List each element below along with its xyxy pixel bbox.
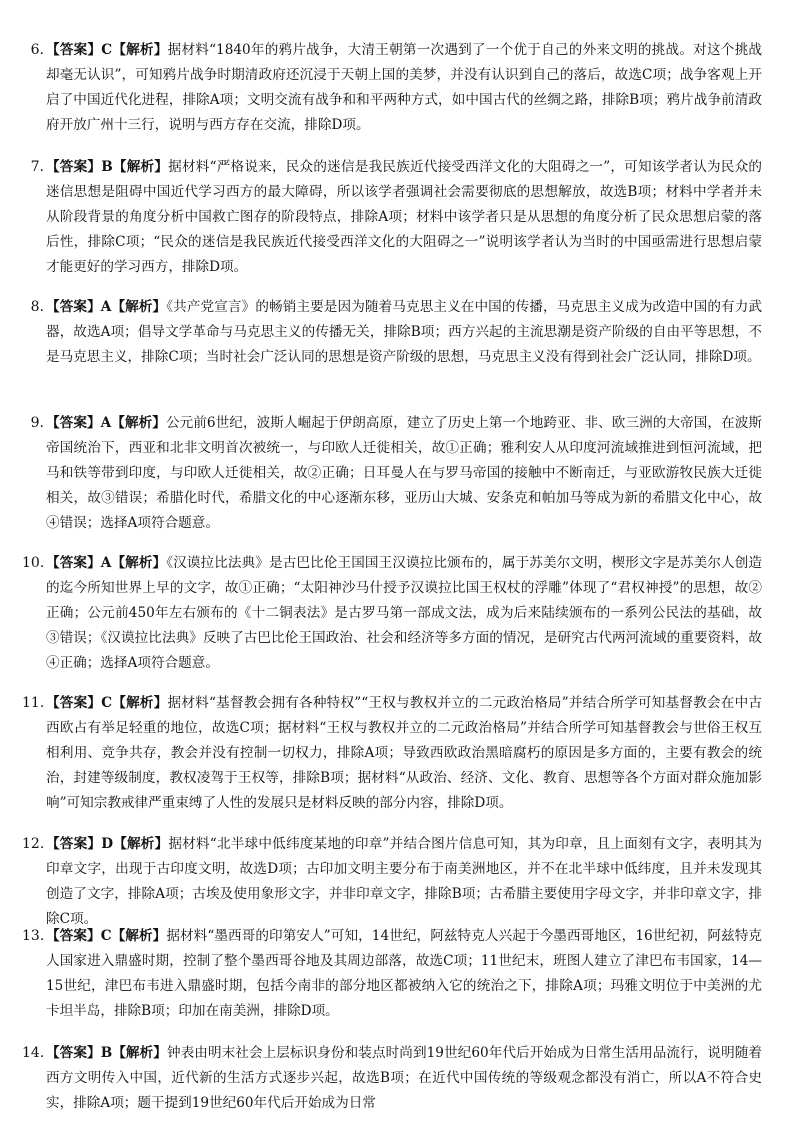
analysis-text: 公元前6世纪，波斯人崛起于伊朗高原，建立了历史上第一个地跨亚、非、欧三洲的大帝国，在波斯帝国统治下，西亚和北非文明首次被统一，与印欧人迁徙相关，故①正确；雅利安人从印度河流域推进到恒河流域，把马和铁等带到印度，与印欧人迁徙相关，故②正确；日耳曼人在与罗马帝国的接触中不断南迁，与亚欧游牧民族大迁徙相关，故③错误；希腊化时代，希腊文化的中心逐渐东移，亚历山大城、安条克和帕加马等成为新的希腊文化中心，故④错误；选择A项符合题意。 (46, 415, 763, 531)
item-number: 14. (22, 1045, 45, 1061)
answer-letter: C (101, 695, 113, 711)
answer-label: 【答案】 (46, 42, 102, 58)
item-number: 10. (22, 555, 45, 571)
analysis-text: 《汉谟拉比法典》是古巴比伦王国国王汉谟拉比颁布的，属于苏美尔文明，楔形文字是苏美尔人创造的迄今所知世界上早的文字，故①正确；“太阳神沙马什授予汉谟拉比国王权杖的浮雕”体现了“君权神授”的思想，故②正确；公元前450年左右颁布的《十二铜表法》是古罗马第一部成文法，成为后来陆续颁布的一系列公民法的基础，故③错误；《汉谟拉比法典》反映了古巴比伦王国政治、社会和经济等多方面的情况，是研究古代两河流域的重要资料，故④正确；选择A项符合题意。 (46, 555, 763, 671)
analysis-text: 《共产党宣言》的畅销主要是因为随着马克思主义在中国的传播，马克思主义成为改造中国的有力武器，故选A项；倡导文学革命与马克思主义的传播无关，排除B项；西方兴起的主流思潮是资产阶级的自由平等思想，不是马克思主义，排除C项；当时社会广泛认同的思想是资产阶级的思想，马克思主义没有得到社会广泛认同，排除D项。 (46, 299, 763, 365)
item-body (46, 155, 762, 280)
analysis-label: 【解析】 (113, 836, 169, 852)
answer-label: 【答案】 (46, 299, 101, 315)
analysis-label: 【解析】 (112, 695, 168, 711)
answer-label: 【答案】 (46, 695, 102, 711)
item-body (46, 691, 762, 816)
answer-letter: A (100, 415, 112, 431)
item-number: 11. (22, 695, 45, 711)
analysis-label: 【解析】 (111, 415, 166, 431)
item-number: 7. (30, 159, 44, 175)
answer-letter: C (100, 928, 112, 944)
item-body (46, 1041, 762, 1116)
analysis-text: 据材料“墨西哥的印第安人”可知，14世纪，阿兹特克人兴起于今墨西哥地区，16世纪初，阿兹特克人国家进入鼎盛时期，控制了整个墨西哥谷地及其周边部落，故选C项；11世纪末，班图人建立了津巴布韦国家，14—15世纪，津巴布韦进入鼎盛时期，包括今南非的部分地区都被纳入它的统治之下，排除A项；玛雅文明位于中美洲的尤卡坦半岛，排除B项；印加在南美洲，排除D项。 (46, 928, 763, 1019)
analysis-text: 钟表由明末社会上层标识身份和装点时尚到19世纪60年代后开始成为日常生活用品流行，说明随着西方文明传入中国，近代新的生活方式逐步兴起，故选B项；在近代中国传统的等级观念都没有消亡，所以A不符合史实，排除A项；题干提到19世纪60年代后开始成为日常 (46, 1045, 763, 1111)
analysis-text: 据材料“1840年的鸦片战争，大清王朝第一次遇到了一个优于自己的外来文明的挑战。对这个挑战却毫无认识”，可知鸦片战争时期清政府还沉浸于天朝上国的美梦，并没有认识到自己的落后，故选C项；战争客观上开启了中国近代化进程，排除A项；文明交流有战争和和平两种方式，如中国古代的丝绸之路，排除B项；鸦片战争前清政府开放广州十三行，说明与西方存在交流，排除D项。 (46, 42, 763, 133)
answer-letter: B (100, 1045, 113, 1061)
answer-label: 【答案】 (46, 1045, 101, 1061)
analysis-text: 据材料“北半球中低纬度某地的印章”并结合图片信息可知，其为印章，且上面刻有文字，表明其为印章文字，出现于古印度文明，故选D项；古印加文明主要分布于南美洲地区，并不在北半球中低纬度，且并未发现其创造了文字，排除A项；古埃及使用象形文字，并非印章文字，排除B项；古希腊主要使用字母文字，并非印章文字，排除C项。 (46, 836, 763, 927)
analysis-label: 【解析】 (112, 1045, 167, 1061)
answer-letter: A (100, 299, 112, 315)
answer-letter: C (101, 42, 113, 58)
analysis-label: 【解析】 (111, 928, 167, 944)
answer-label: 【答案】 (46, 159, 102, 175)
item-number: 9. (30, 415, 44, 431)
answer-label: 【答案】 (46, 836, 102, 852)
item-number: 8. (30, 299, 44, 315)
answer-label: 【答案】 (46, 928, 101, 944)
item-body (46, 411, 762, 536)
item-body (46, 924, 762, 1024)
analysis-label: 【解析】 (111, 555, 167, 571)
answer-label: 【答案】 (46, 555, 101, 571)
answer-letter: A (100, 555, 112, 571)
answer-letter: B (101, 159, 113, 175)
item-body (46, 38, 762, 138)
item-body (46, 295, 762, 370)
item-number: 13. (22, 928, 45, 944)
item-body (46, 551, 762, 676)
item-body (46, 832, 762, 932)
analysis-text: 据材料“基督教会拥有各种特权”“王权与教权并立的二元政治格局”并结合所学可知基督教会在中古西欧占有举足轻重的地位，故选C项；据材料“王权与教权并立的二元政治格局”并结合所学可知基督教会与世俗王权互相利用、竞争共存，教会并没有控制一切权力，排除A项；导致西欧政治黑暗腐朽的原因是多方面的，主要有教会的统治，封建等级制度，教权凌驾于王权等，排除B项；据材料“从政治、经济、文化、教育、思想等各个方面对群众施加影响”可知宗教戒律严重束缚了人性的发展只是材料反映的部分内容，排除D项。 (46, 695, 763, 811)
answer-letter: D (101, 836, 113, 852)
analysis-label: 【解析】 (112, 159, 169, 175)
analysis-label: 【解析】 (112, 42, 168, 58)
analysis-label: 【解析】 (111, 299, 167, 315)
answer-label: 【答案】 (46, 415, 101, 431)
analysis-text: 据材料“严格说来，民众的迷信是我民族近代接受西洋文化的大阻碍之一”，可知该学者认为民众的迷信思想是阻碍中国近代学习西方的最大障碍，所以该学者强调社会需要彻底的思想解放，故选B项；材料中学者并未从阶段背景的角度分析中国救亡图存的阶段特点，排除A项；材料中该学者只是从思想的角度分析了民众思想启蒙的落后性，排除C项；“民众的迷信是我民族近代接受西洋文化的大阻碍之一”说明该学者认为当时的中国亟需进行思想启蒙才能更好的学习西方，排除D项。 (46, 159, 763, 275)
item-number: 6. (30, 42, 44, 58)
item-number: 12. (22, 836, 45, 852)
